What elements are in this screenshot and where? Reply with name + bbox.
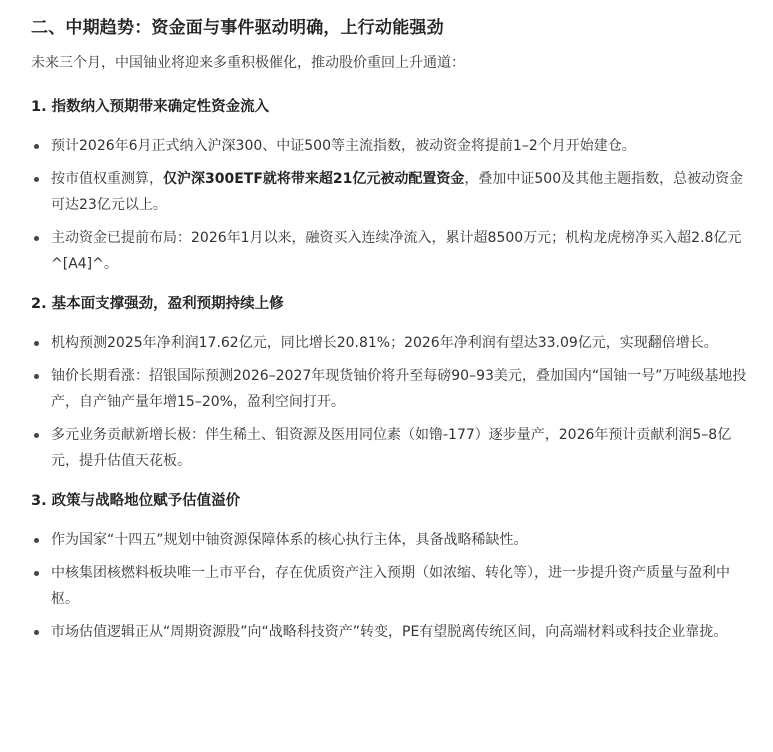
subsection-title: 2. 基本面支撑强劲，盈利预期持续上修 (31, 296, 284, 312)
bullet-list (31, 527, 749, 645)
section-heading: 二、中期趋势：资金面与事件驱动明确，上行动能强劲 (31, 18, 444, 38)
list-item (31, 330, 749, 356)
intro-paragraph: 未来三个月，中国铀业将迎来多重积极催化，推动股价重回上升通道： (31, 55, 465, 71)
list-item (31, 560, 749, 612)
subsection-title: 3. 政策与战略地位赋予估值溢价 (31, 493, 241, 509)
list-item (31, 422, 749, 474)
subsection-title: 1. 指数纳入预期带来确定性资金流入 (31, 99, 270, 115)
item-text: 多元业务贡献新增长极：伴生稀土、钼资源及医用同位素（如镥-177）逐步量产，2026年预计贡献利润5–8亿元，提升估值天花板。 (51, 427, 732, 469)
item-text: 中核集团核燃料板块唯一上市平台，存在优质资产注入预期（如浓缩、转化等），进一步提升资产质量与盈利中枢。 (51, 565, 730, 607)
bullet-icon (34, 538, 39, 543)
list-item (31, 133, 749, 159)
bullet-icon (34, 236, 39, 241)
item-text: 按市值权重测算， (51, 171, 163, 187)
bullet-list (31, 330, 749, 474)
item-text: 作为国家“十四五”规划中铀资源保障体系的核心执行主体，具备战略稀缺性。 (51, 532, 528, 548)
list-item (31, 619, 749, 645)
bullet-list (31, 133, 749, 277)
bullet-icon (34, 177, 39, 182)
item-text: 主动资金已提前布局：2026年1月以来，融资买入连续净流入，累计超8500万元；机构龙虎榜净买入超2.8亿元^[A4]^。 (51, 230, 742, 272)
bullet-icon (34, 374, 39, 379)
section-2 (31, 293, 749, 474)
list-item (31, 363, 749, 415)
item-text: 市场估值逻辑正从“周期资源股”向“战略科技资产”转变，PE有望脱离传统区间，向高端材料或科技企业靠拢。 (51, 624, 728, 640)
bullet-icon (34, 341, 39, 346)
list-item (31, 527, 749, 553)
item-text: 铀价长期看涨：招银国际预测2026–2027年现货铀价将升至每磅90–93美元，叠加国内“国铀一号”万吨级基地投产，自产铀产量年增15–20%，盈利空间打开。 (51, 368, 747, 410)
item-text: 预计2026年6月正式纳入沪深300、中证500等主流指数，被动资金将提前1–2个月开始建仓。 (51, 138, 636, 154)
item-bold-text: 仅沪深300ETF就将带来超21亿元被动配置资金 (163, 171, 465, 187)
bullet-icon (34, 630, 39, 635)
bullet-icon (34, 571, 39, 576)
bullet-icon (34, 144, 39, 149)
section-3 (31, 490, 749, 645)
list-item (31, 225, 749, 277)
list-item (31, 166, 749, 218)
item-text-tail: ，叠加中证500及其他主题指数，总被动资金可达23亿元以上。 (51, 171, 744, 213)
item-text: 机构预测2025年净利润17.62亿元，同比增长20.81%；2026年净利润有望达33.09亿元，实现翻倍增长。 (51, 335, 718, 351)
bullet-icon (34, 433, 39, 438)
section-1 (31, 96, 749, 277)
